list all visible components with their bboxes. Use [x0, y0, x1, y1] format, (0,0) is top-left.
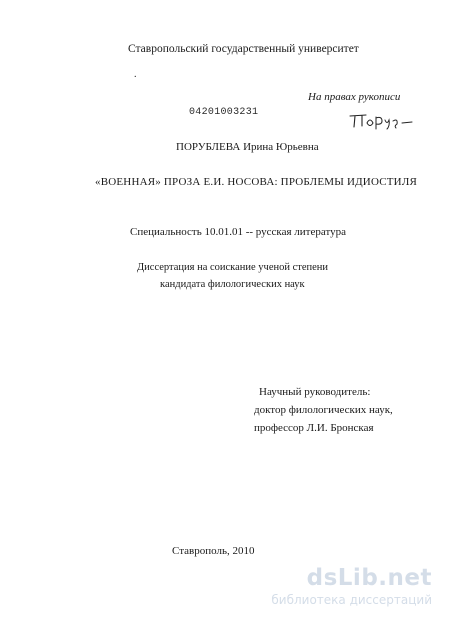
degree-line-1: Диссертация на соискание ученой степени: [137, 262, 329, 273]
watermark-brand: dsLib.net: [306, 565, 432, 591]
watermark-tagline: библиотека диссертаций: [271, 593, 432, 607]
dissertation-title: «ВОЕННАЯ» ПРОЗА Е.И. НОСОВА: ПРОБЛЕМЫ ИДИОСТИЛЯ: [95, 176, 418, 188]
author-name: ПОРУБЛЕВА Ирина Юрьевна: [176, 141, 319, 153]
handwritten-signature: [346, 104, 426, 134]
supervisor-degree: доктор филологических наук,: [254, 404, 393, 416]
stray-dot: .: [134, 69, 137, 80]
university-name: Ставропольский государственный университет: [128, 43, 359, 55]
place-and-year: Ставрополь, 2010: [172, 545, 255, 557]
manuscript-rights-note: На правах рукописи: [308, 91, 401, 103]
supervisor-name: профессор Л.И. Бронская: [254, 422, 374, 434]
archive-stamp-number: 04201003231: [189, 107, 259, 118]
supervisor-label: Научный руководитель:: [259, 386, 371, 398]
watermark: [265, 565, 440, 610]
degree-line-2: кандидата филологических наук: [160, 279, 305, 290]
specialty-line: Специальность 10.01.01 -- русская литература: [130, 226, 347, 238]
